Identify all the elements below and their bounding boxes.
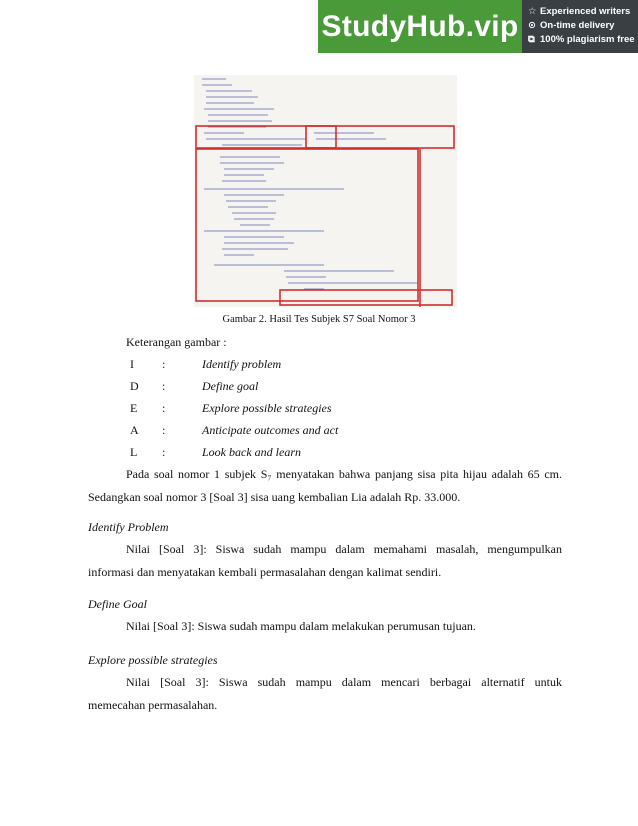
legend-row-i xyxy=(130,356,281,372)
legend-key: A xyxy=(130,423,139,437)
feature-label: 100% plagiarism free xyxy=(540,34,635,45)
explore-heading: Explore possible strategies xyxy=(88,653,218,667)
intro-line-1: Pada soal nomor 1 subjek S₇ menyatakan bahwa panjang sisa pita hijau adalah 65 cm. xyxy=(126,467,562,481)
legend-value: Define goal xyxy=(202,379,259,393)
feature-plagiarism-free xyxy=(528,33,635,47)
legend-key: I xyxy=(130,357,134,371)
define-heading: Define Goal xyxy=(88,597,147,611)
identify-heading: Identify Problem xyxy=(88,520,169,534)
feature-label: Experienced writers xyxy=(540,6,631,17)
legend-value: Identify problem xyxy=(202,357,282,371)
explore-line-2: memecahan permasalahan. xyxy=(88,698,218,712)
legend-sep: : xyxy=(162,401,166,415)
legend-row-a xyxy=(130,422,338,438)
copy-icon: ⧉ xyxy=(528,34,535,45)
define-line-1: Nilai [Soal 3]: Siswa sudah mampu dalam melakukan perumusan tujuan. xyxy=(126,619,476,633)
feature-on-time-delivery xyxy=(528,19,635,33)
legend-row-e xyxy=(130,400,332,416)
keterangan-heading: Keterangan gambar : xyxy=(126,335,227,349)
intro-line-2: Sedangkan soal nomor 3 [Soal 3] sisa uang kembalian Lia adalah Rp. 33.000. xyxy=(88,490,461,504)
handwriting-illustration xyxy=(194,75,457,307)
handwritten-answer-photo xyxy=(194,75,457,307)
figure-caption: Gambar 2. Hasil Tes Subjek S7 Soal Nomor 3 xyxy=(222,314,416,325)
studyhub-banner[interactable] xyxy=(318,0,638,53)
legend-row-l xyxy=(130,444,301,460)
studyhub-logo[interactable]: StudyHub.vip xyxy=(318,0,522,53)
legend-value: Look back and learn xyxy=(202,445,301,459)
legend-value: Anticipate outcomes and act xyxy=(202,423,339,437)
legend-row-d xyxy=(130,378,258,394)
identify-line-1: Nilai [Soal 3]: Siswa sudah mampu dalam memahami masalah, mengumpulkan xyxy=(126,542,562,556)
legend-sep: : xyxy=(162,445,166,459)
feature-experienced-writers xyxy=(528,5,635,19)
star-icon: ☆ xyxy=(528,6,537,17)
clock-icon: ⊙ xyxy=(528,20,536,31)
feature-label: On-time delivery xyxy=(540,20,615,31)
legend-sep: : xyxy=(162,357,166,371)
legend-sep: : xyxy=(162,379,166,393)
legend-key: L xyxy=(130,445,138,459)
legend-value: Explore possible strategies xyxy=(202,401,332,415)
explore-line-1: Nilai [Soal 3]: Siswa sudah mampu dalam mencari berbagai alternatif untuk xyxy=(126,675,562,689)
legend-sep: : xyxy=(162,423,166,437)
feature-list xyxy=(528,5,635,47)
legend-key: E xyxy=(130,401,138,415)
legend-key: D xyxy=(130,379,139,393)
identify-line-2: informasi dan menyatakan kembali permasalahan dengan kalimat sendiri. xyxy=(88,565,442,579)
